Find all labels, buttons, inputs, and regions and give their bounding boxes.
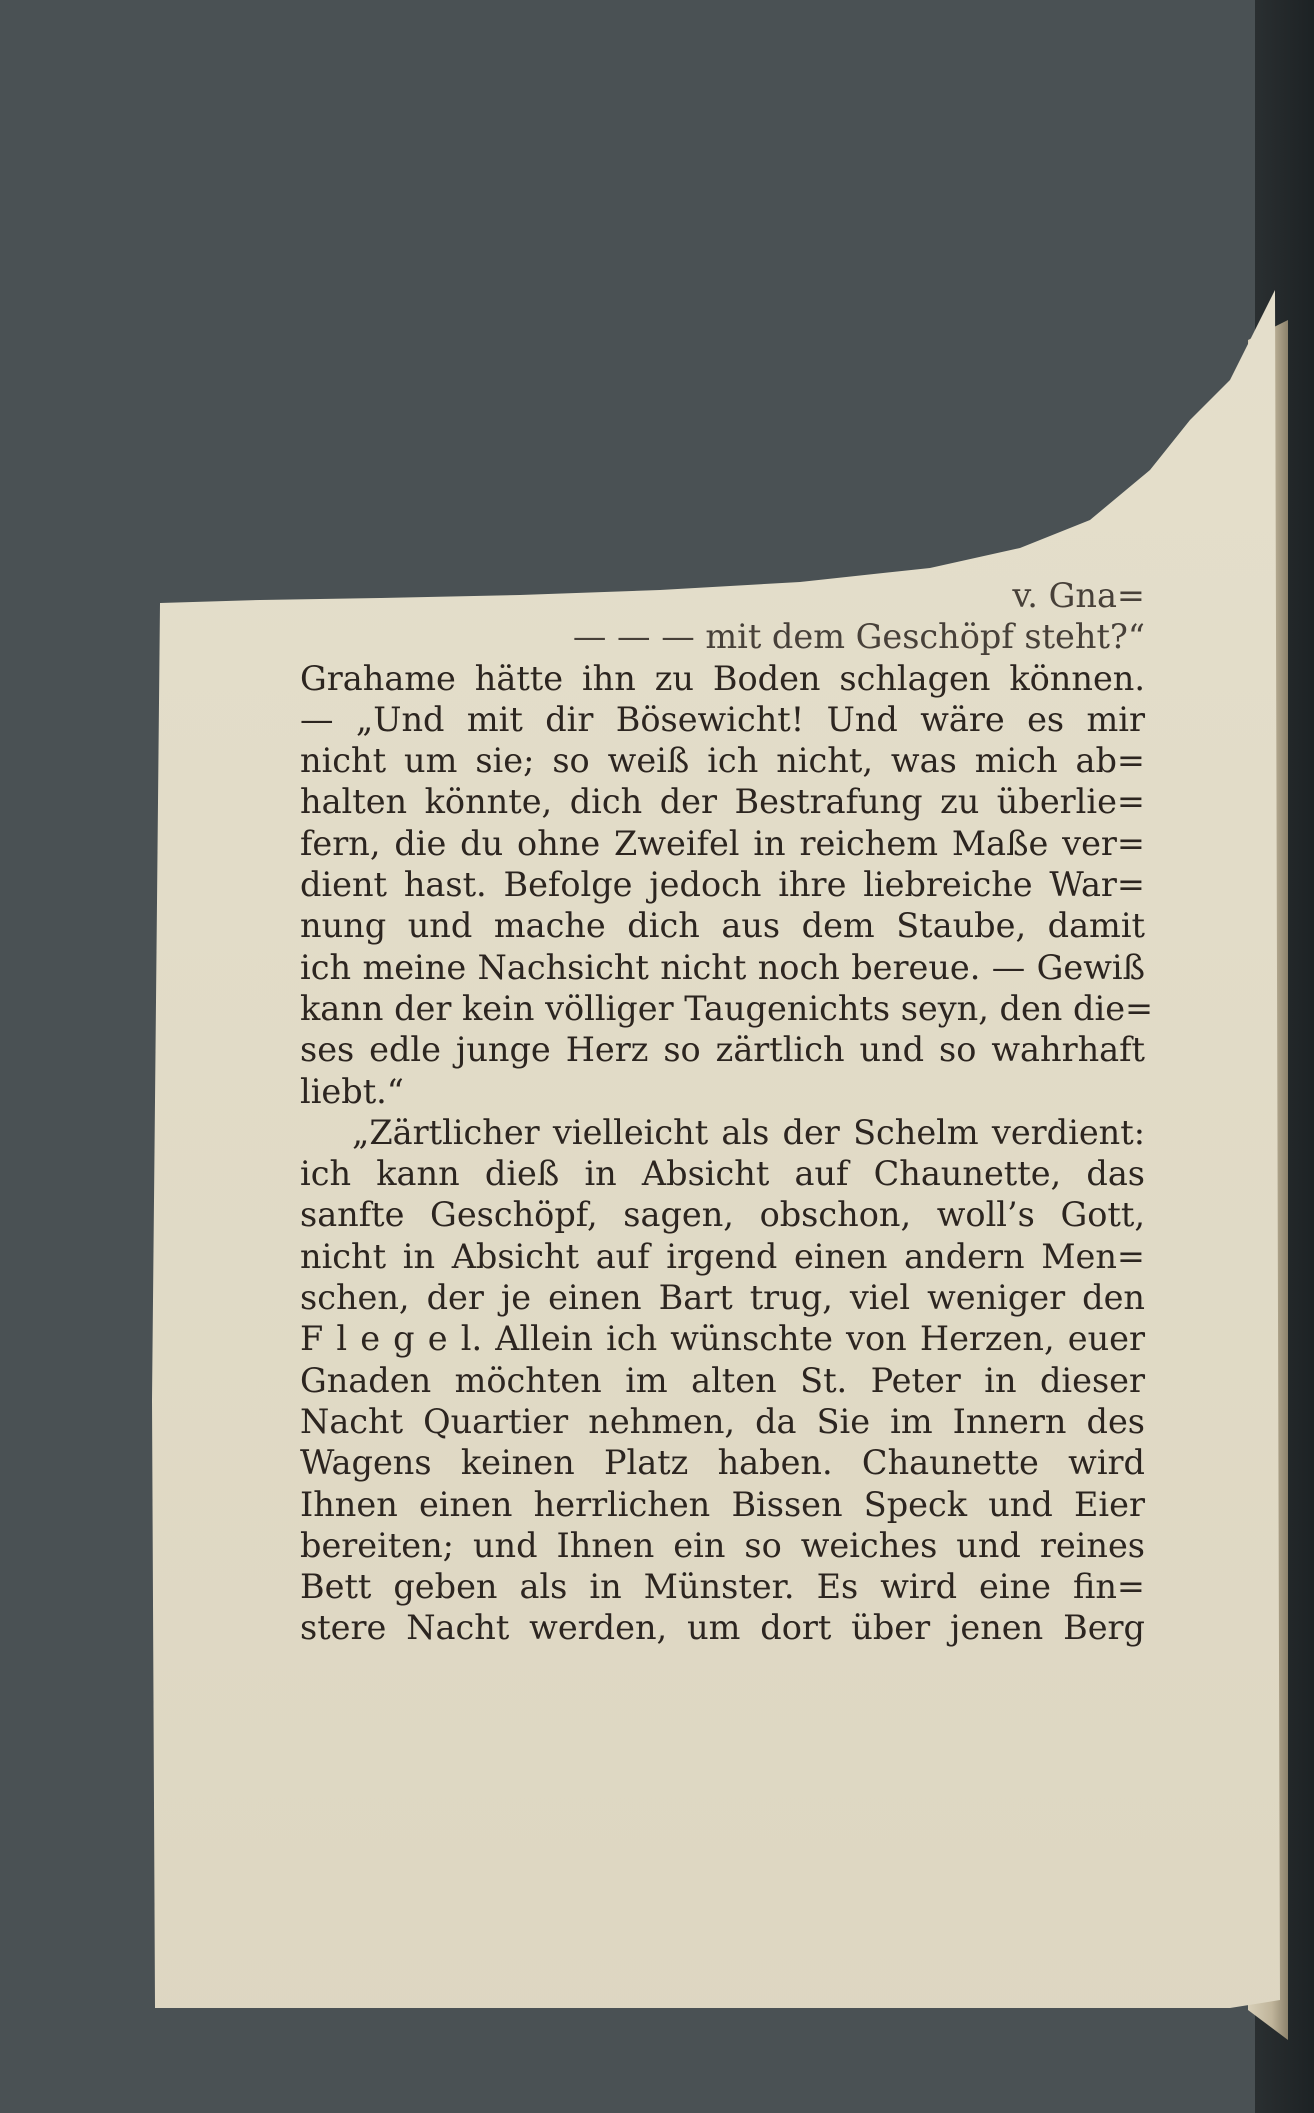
text-line: nicht in Absicht auf irgend einen andern Men= bbox=[300, 1236, 1145, 1276]
text-line: dient hast. Befolge jedoch ihre liebreiche War= bbox=[300, 865, 1145, 905]
text-line: F l e g e l. Allein ich wünschte von Herzen, euer bbox=[300, 1319, 1145, 1359]
text-line: ich kann dieß in Absicht auf Chaunette, das bbox=[300, 1154, 1145, 1194]
text-line: fern, die du ohne Zweifel in reichem Maße ver= bbox=[300, 823, 1145, 863]
text-line: Grahame hätte ihn zu Boden schlagen können. bbox=[300, 658, 1145, 698]
text-line: sanfte Geschöpf, sagen, obschon, woll’s Gott, bbox=[300, 1195, 1145, 1235]
text-line: ses edle junge Herz so zärtlich und so wahrhaft bbox=[300, 1030, 1145, 1070]
text-line: nung und mache dich aus dem Staube, damit bbox=[300, 906, 1145, 946]
text-line: Ihnen einen herrlichen Bissen Speck und Eier bbox=[300, 1484, 1145, 1524]
text-line: — — — mit dem Geschöpf steht?“ bbox=[572, 617, 1145, 657]
text-line: schen, der je einen Bart trug, viel weniger den bbox=[300, 1278, 1145, 1318]
text-line: Wagens keinen Platz haben. Chaunette wird bbox=[300, 1443, 1145, 1483]
text-line: liebt.“ bbox=[300, 1071, 404, 1111]
text-line: ich meine Nachsicht nicht noch bereue. — Gewiß bbox=[300, 947, 1145, 987]
text-line: kann der kein völliger Taugenichts seyn, den die= bbox=[300, 988, 1154, 1028]
text-line: stere Nacht werden, um dort über jenen Berg bbox=[300, 1608, 1145, 1648]
text-line: halten könnte, dich der Bestrafung zu überlie= bbox=[300, 782, 1145, 822]
page-text-block bbox=[300, 575, 1154, 1649]
text-line: nicht um sie; so weiß ich nicht, was mich ab= bbox=[300, 741, 1145, 781]
text-line: bereiten; und Ihnen ein so weiches und reines bbox=[300, 1525, 1145, 1565]
text-line: Nacht Quartier nehmen, da Sie im Innern des bbox=[300, 1401, 1145, 1441]
text-line: „Zärtlicher vielleicht als der Schelm verdient: bbox=[352, 1112, 1145, 1152]
text-line: Bett geben als in Münster. Es wird eine fin= bbox=[300, 1567, 1145, 1607]
text-line: v. Gna= bbox=[1012, 576, 1145, 615]
text-line: — „Und mit dir Bösewicht! Und wäre es mir bbox=[300, 699, 1145, 739]
text-line: Gnaden möchten im alten St. Peter in dieser bbox=[300, 1360, 1145, 1400]
